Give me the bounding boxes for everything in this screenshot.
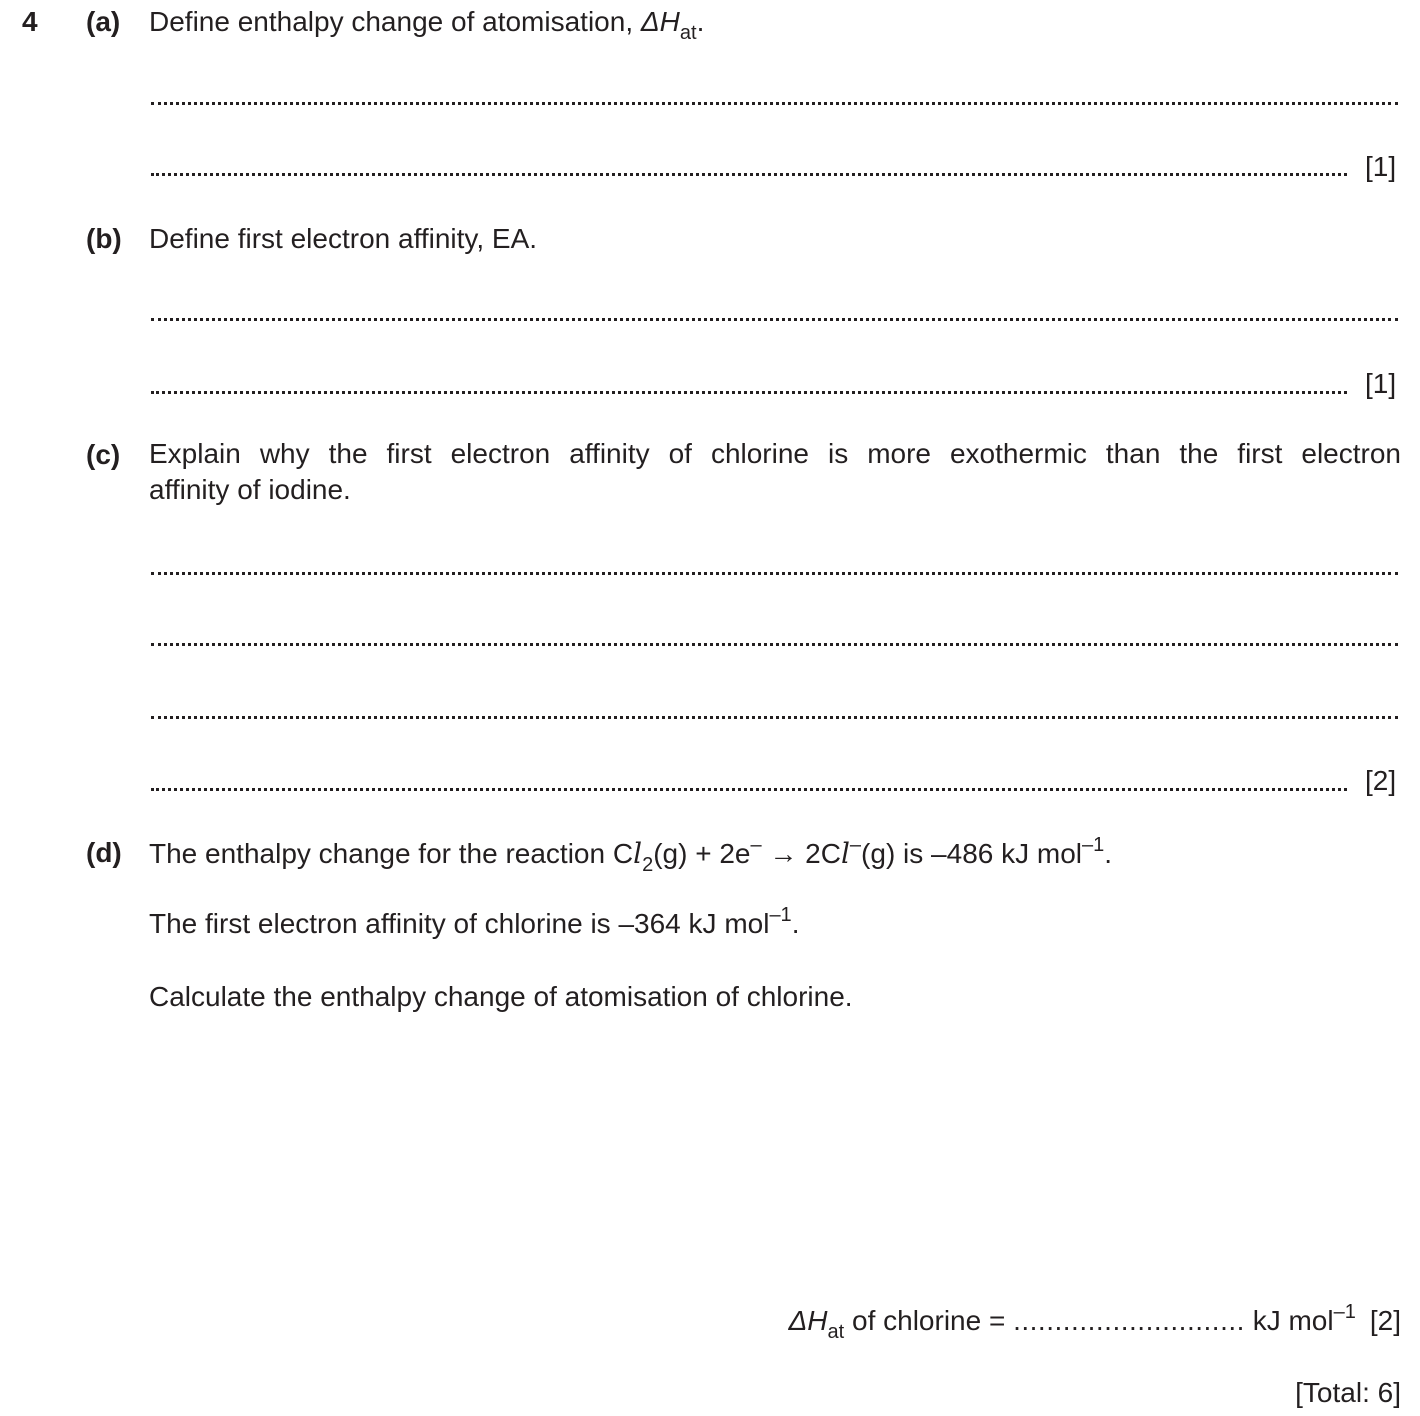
part-a-question	[149, 6, 705, 44]
reaction-end: (g) is –486 kJ mol	[861, 838, 1083, 869]
part-c-question	[149, 436, 1401, 508]
part-d-label: (d)	[86, 837, 122, 868]
answer-line-a1[interactable]	[151, 102, 1398, 105]
total-marks: [Total: 6]	[1295, 1377, 1401, 1408]
answer-line-c3[interactable]	[151, 716, 1398, 719]
reaction-chloride-l: l	[840, 837, 850, 870]
answer-line-b1[interactable]	[151, 318, 1398, 321]
part-a-symbol: ΔH	[640, 6, 680, 37]
part-d-ea-statement	[149, 904, 800, 940]
part-b-marks: [1]	[1365, 368, 1397, 399]
part-a-marks: [1]	[1365, 151, 1397, 182]
answer-field[interactable]: ............................	[1013, 1305, 1245, 1336]
answer-symbol: ΔH	[788, 1305, 828, 1336]
part-a-suffix: .	[696, 6, 705, 37]
part-c-line2: affinity of iodine.	[149, 474, 351, 505]
part-b-question: Define first electron affinity, EA.	[149, 223, 538, 254]
part-c-line1: Explain why the first electron affinity of chlorine is more exothermic than the first electron	[149, 438, 1401, 469]
answer-line-c2[interactable]	[151, 643, 1398, 646]
answer-line-c1[interactable]	[151, 572, 1398, 575]
part-a-label: (a)	[86, 6, 121, 37]
answer-line-c4[interactable]	[151, 788, 1347, 791]
ea-unit-exponent: –1	[769, 904, 792, 926]
reaction-unit-exponent: –1	[1082, 834, 1105, 856]
reaction-middle: (g) + 2e	[653, 838, 751, 869]
answer-unit: kJ mol	[1244, 1305, 1334, 1336]
part-d-instruction: Calculate the enthalpy change of atomisation of chlorine.	[149, 981, 853, 1012]
part-c-label: (c)	[86, 439, 121, 470]
reaction-chlorine-l: l	[633, 837, 643, 870]
part-a-text: Define enthalpy change of atomisation,	[149, 6, 641, 37]
question-number: 4	[22, 6, 38, 37]
answer-symbol-sub: at	[827, 1321, 845, 1343]
part-d-marks: [2]	[1369, 1305, 1401, 1336]
answer-text: of chlorine =	[844, 1305, 1014, 1336]
reaction-period: .	[1104, 838, 1113, 869]
part-a-symbol-sub: at	[679, 22, 697, 44]
answer-line-a2[interactable]	[151, 173, 1347, 176]
part-d-reaction-statement	[149, 834, 1113, 876]
answer-line-b2[interactable]	[151, 391, 1347, 394]
reaction-intro: The enthalpy change for the reaction C	[149, 838, 634, 869]
ea-text: The first electron affinity of chlorine is –364 kJ mol	[149, 908, 770, 939]
part-d-answer-line	[788, 1301, 1401, 1343]
part-c-marks: [2]	[1365, 765, 1397, 796]
electron-charge: –	[750, 834, 762, 856]
chloride-charge: –	[849, 834, 862, 856]
reaction-subscript-2: 2	[642, 854, 654, 876]
ea-period: .	[791, 908, 800, 939]
answer-unit-exponent: –1	[1333, 1301, 1356, 1323]
part-b-label: (b)	[86, 223, 122, 254]
reaction-arrow: → 2C	[761, 838, 841, 869]
